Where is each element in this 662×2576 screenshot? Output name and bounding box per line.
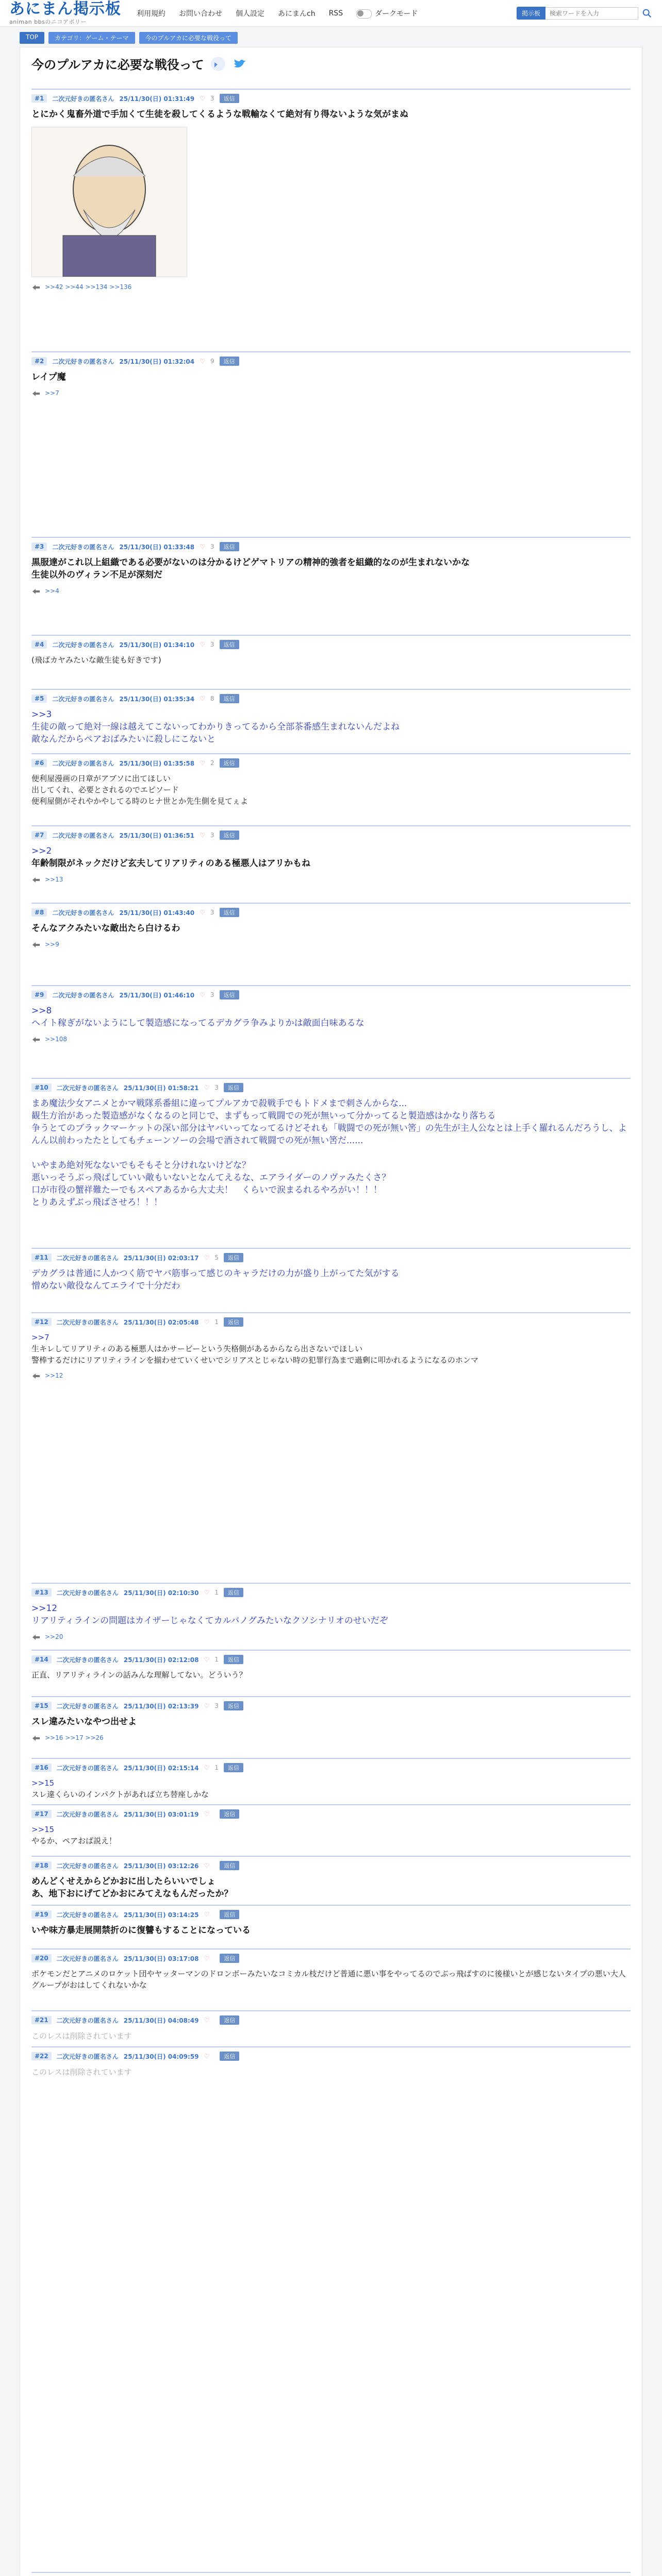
post-text-line: やるか、ペアおば説え！: [31, 1836, 117, 1845]
logo-text[interactable]: あにまん掲示板: [9, 0, 121, 18]
post-body: [31, 1005, 631, 1029]
post-header: [31, 1253, 631, 1262]
reply-button[interactable]: 返信: [220, 542, 239, 551]
post-author: 二次元好きの匿名さん: [56, 1589, 119, 1597]
post-author: 二次元好きの匿名さん: [56, 1810, 119, 1818]
heart-icon[interactable]: ♡: [200, 909, 205, 916]
post-reply-refs[interactable]: [31, 389, 631, 397]
like-count: 3: [210, 909, 214, 916]
post-author: 二次元好きの匿名さん: [56, 1764, 119, 1772]
reply-ref-text[interactable]: >>108: [45, 1036, 68, 1043]
heart-icon[interactable]: ♡: [200, 543, 205, 550]
post-body: [31, 845, 631, 870]
heart-icon[interactable]: ♡: [204, 1702, 210, 1709]
nav-settings[interactable]: 個人設定: [236, 9, 264, 18]
post-reply-refs[interactable]: [31, 587, 631, 595]
post-author: 二次元好きの匿名さん: [56, 1911, 119, 1919]
post-body: [31, 1924, 631, 1937]
post-author: 二次元好きの匿名さん: [52, 641, 114, 649]
post-item: [31, 985, 631, 1043]
post-number[interactable]: #22: [31, 2052, 52, 2060]
post-author: 二次元好きの匿名さん: [56, 1318, 119, 1326]
reply-button[interactable]: 返信: [224, 1253, 243, 1262]
reply-anchor-link[interactable]: >>12: [31, 1603, 58, 1614]
reply-button[interactable]: 返信: [220, 1954, 239, 1963]
reply-ref-text[interactable]: >>7: [45, 389, 59, 397]
post-number[interactable]: #17: [31, 1810, 52, 1818]
post-body: [31, 1669, 631, 1681]
post-item: [31, 825, 631, 883]
post-item: [31, 2572, 631, 2576]
reply-hand-icon: [31, 1734, 41, 1741]
post-author: 二次元好きの匿名さん: [56, 2053, 119, 2060]
post-text-line: 生キレしてリアリティのある極悪人はかサービーという失格側があるからなら出さないでほしい: [31, 1344, 363, 1353]
reply-anchor-link[interactable]: >>8: [31, 1006, 52, 1016]
heart-icon[interactable]: ♡: [200, 759, 205, 767]
reply-button[interactable]: 返信: [220, 94, 239, 103]
post-header: [31, 1954, 631, 1963]
post-text-line: 黒服達がこれ以上組織である必要がないのは分かるけどゲマトリアの精神的強者を組織的なのが生まれないかな: [31, 557, 470, 568]
like-count: 3: [214, 1702, 219, 1709]
logo-subtext: animan bbsのニコアポリー: [9, 19, 87, 25]
post-text-line: (飛ばカヤみたいな敵生徒も好きです): [31, 655, 161, 665]
post-item: [31, 1312, 631, 1379]
post-author: 二次元好きの匿名さん: [56, 1702, 119, 1710]
post-reply-refs[interactable]: [31, 876, 631, 883]
post-reply-refs[interactable]: [31, 941, 631, 948]
post-header: [31, 1910, 631, 1919]
post-date: 25/11/30(日) 01:33:48: [119, 543, 195, 551]
post-text-line: 警棒するだけにリアリティラインを揃わせていくせいでシリアスとじゃない時の犯罪行為まで過剰に叩かれるようになるのホンマ: [31, 1355, 478, 1365]
reply-button[interactable]: 返信: [220, 2015, 239, 2025]
post-reply-refs[interactable]: [31, 1372, 631, 1379]
post-number[interactable]: #10: [31, 1083, 52, 1092]
heart-icon[interactable]: ♡: [204, 1656, 210, 1663]
heart-icon[interactable]: ♡: [204, 1955, 210, 1962]
heart-icon[interactable]: ♡: [200, 991, 205, 998]
post-text-line: リアリティラインの問題はカイザーじゃなくてカルバノグみたいなクソシナリオのせいだぞ: [31, 1616, 388, 1626]
breadcrumb-top[interactable]: TOP: [20, 32, 44, 44]
post-text-line: 出してくれ、必要とされるのでエピソード: [31, 785, 179, 794]
breadcrumb-category[interactable]: カテゴリ：ゲーム・テーマ: [48, 32, 135, 44]
post-item: [31, 2010, 631, 2042]
reply-ref-text[interactable]: >>9: [45, 941, 59, 948]
post-body: [31, 773, 631, 807]
post-number[interactable]: #12: [31, 1318, 52, 1326]
post-header: [31, 1083, 631, 1092]
reply-button[interactable]: 返信: [224, 1763, 243, 1772]
post-body: [31, 1097, 631, 1209]
post-reply-refs[interactable]: [31, 1036, 631, 1043]
post-number[interactable]: #1: [31, 94, 47, 103]
reply-button[interactable]: 返信: [220, 694, 239, 703]
reply-hand-icon: [31, 1633, 41, 1640]
post-text-line: 憎めない敵役なんてエライで十分だわ: [31, 1281, 180, 1291]
post-date: 25/11/30(日) 02:12:08: [123, 1656, 199, 1664]
post-author: 二次元好きの匿名さん: [52, 543, 114, 551]
post-number[interactable]: #13: [31, 1588, 52, 1597]
post-date: 25/11/30(日) 02:03:17: [123, 1254, 199, 1262]
post-header: [31, 831, 631, 840]
post-text-line: 便利屋漫画の日章がアブソに出てほしい: [31, 774, 171, 783]
search-bar: [517, 7, 653, 20]
post-text-line: 生徒以外のヴィラン不足が深刻だ: [31, 570, 162, 580]
post-header: [31, 1763, 631, 1772]
post-date: 25/11/30(日) 02:05:48: [123, 1318, 199, 1326]
post-date: 25/11/30(日) 01:58:21: [123, 1084, 199, 1092]
post-body: [31, 1824, 631, 1846]
post-author: 二次元好きの匿名さん: [52, 759, 114, 767]
post-date: 25/11/30(日) 01:34:10: [119, 641, 195, 649]
post-item: [31, 689, 631, 745]
heart-icon[interactable]: ♡: [204, 1862, 210, 1869]
post-number[interactable]: #4: [31, 640, 47, 649]
post-text-line: スレ違くらいのインパクトがあれば立ち替座しかな: [31, 1790, 209, 1799]
post-text-line: 年齢制限がネックだけど玄夫してリアリティのある極悪人はアリかもね: [31, 858, 310, 869]
post-header: [31, 908, 631, 917]
heart-icon[interactable]: ♡: [204, 2016, 210, 2024]
post-item: [31, 1583, 631, 1640]
post-item: [31, 1248, 631, 1292]
post-reply-refs[interactable]: [31, 1734, 631, 1741]
post-header: [31, 1809, 631, 1819]
like-count: 1: [214, 1656, 219, 1663]
post-item: [31, 1078, 631, 1209]
post-header: [31, 1701, 631, 1710]
post-author: 二次元好きの匿名さん: [56, 1254, 119, 1262]
post-text-line: まあ魔法少女アニメとかマ戦隊系番組に違ってプルアカで殺戦手でもトドメまで刺さんからな...: [31, 1098, 407, 1109]
toggle-switch-icon[interactable]: [356, 9, 372, 19]
post-text-line: レイプ魔: [31, 372, 66, 382]
heart-icon[interactable]: ♡: [204, 1911, 210, 1918]
reply-hand-icon: [31, 587, 41, 595]
post-text-line: 悪いっそうぶっ飛ばしていい敵もいないとなんてえるな、エアライダーのノヴァみたくさ？: [31, 1173, 391, 1183]
post-number[interactable]: #21: [31, 2016, 52, 2024]
reply-hand-icon: [31, 1036, 41, 1043]
page-title: 今のプルアカに必要な戦役って: [31, 58, 204, 72]
heart-icon[interactable]: ♡: [204, 1084, 210, 1091]
dark-mode-label: ダークモード: [375, 9, 418, 18]
post-body: [31, 1267, 631, 1292]
post-text-line: このレスは削除されています: [31, 2067, 132, 2077]
post-text-line: とりあえずぶっ飛ばさせろ！！！: [31, 1197, 163, 1208]
post-text-line: いやまあ絶対死なないでもそもそと分けれないけどな？: [31, 1160, 251, 1171]
post-item: [31, 1650, 631, 1681]
post-item: [31, 2046, 631, 2078]
post-header: [31, 694, 631, 703]
reply-hand-icon: [31, 876, 41, 883]
search-scope-label[interactable]: 掲示板: [517, 7, 545, 20]
post-author: 二次元好きの匿名さん: [56, 1862, 119, 1870]
post-text-line: このレスは削除されています: [31, 2031, 132, 2041]
post-date: 25/11/30(日) 02:15:14: [123, 1764, 199, 1772]
post-date: 25/11/30(日) 04:09:59: [123, 2053, 199, 2060]
post-item: [31, 1804, 631, 1846]
post-date: 25/11/30(日) 02:13:39: [123, 1702, 199, 1710]
reply-anchor-link[interactable]: >>15: [31, 1778, 55, 1788]
like-count: 1: [214, 1764, 219, 1771]
site-header: [0, 0, 662, 27]
reply-button[interactable]: 返信: [220, 1910, 239, 1919]
nav-contact[interactable]: お問い合わせ: [179, 9, 222, 18]
reply-ref-text[interactable]: >>12: [45, 1372, 63, 1379]
reply-anchor-link[interactable]: >>3: [31, 709, 52, 720]
breadcrumb: [0, 27, 662, 44]
post-author: 二次元好きの匿名さん: [56, 1955, 119, 1962]
reply-button[interactable]: 返信: [224, 1083, 243, 1092]
like-count: 3: [214, 1084, 219, 1091]
post-text-line: ポケモンだとアニメのロケット団やヤッターマンのドロンボーみたいなコミカル枝だけど普通に悪い事をやってるのでぶっ飛ばすのに後様いとが感じないタイプの悪い大人グループがおはしてくれないかな: [31, 1969, 626, 1990]
post-text-line: ヘイト稼ぎがないようにして製造感になってるデカグラ争みよりかは敵面白味あるな: [31, 1018, 365, 1028]
post-body: [31, 922, 631, 935]
breadcrumb-thread[interactable]: 今のプルアカに必要な戦役って: [139, 32, 238, 44]
reply-anchor-link[interactable]: >>7: [31, 1333, 49, 1342]
post-item: [31, 753, 631, 807]
post-item: [31, 1758, 631, 1800]
post-reply-refs[interactable]: [31, 283, 631, 291]
reply-button[interactable]: 返信: [220, 758, 239, 768]
post-body: [31, 1332, 631, 1366]
post-reply-refs[interactable]: [31, 1633, 631, 1640]
heart-icon[interactable]: ♡: [204, 1318, 210, 1326]
post-item: [31, 89, 631, 291]
site-logo[interactable]: [9, 2, 121, 25]
post-item: [31, 1948, 631, 1991]
post-header: [31, 2015, 631, 2025]
post-author: 二次元好きの匿名さん: [52, 832, 114, 839]
reply-button[interactable]: 返信: [220, 2052, 239, 2061]
post-author: 二次元好きの匿名さん: [52, 358, 114, 365]
reply-ref-text[interactable]: >>42 >>44 >>134 >>136: [45, 283, 132, 291]
post-item: [31, 1696, 631, 1741]
post-header: [31, 542, 631, 551]
reply-button[interactable]: 返信: [220, 1809, 239, 1819]
reply-hand-icon: [31, 941, 41, 948]
post-body: [31, 1875, 631, 1900]
post-header: [31, 1588, 631, 1597]
post-header: [31, 640, 631, 649]
post-date: 25/11/30(日) 03:01:19: [123, 1810, 199, 1818]
heart-icon[interactable]: ♡: [204, 1254, 210, 1261]
post-text-line: 争うとてのブラックマーケットの深い部分はヤバいってなってるけどそれも「戦闘での死が無い筈」の先生が主人公なとは上手く羅れるんだろうし、よんん以前わったたとしてもチェーンソーの会場で酒されて戦闘での死が無い筈だ......: [31, 1123, 627, 1146]
post-number[interactable]: #7: [31, 831, 47, 839]
post-item: [31, 537, 631, 595]
like-count: 1: [214, 1318, 219, 1326]
post-date: 25/11/30(日) 04:08:49: [123, 2016, 199, 2024]
post-date: 25/11/30(日) 01:43:40: [119, 909, 195, 917]
post-item: [31, 351, 631, 397]
reply-button[interactable]: 返信: [220, 831, 239, 840]
post-body: [31, 654, 631, 666]
reply-button[interactable]: 返信: [220, 1861, 239, 1870]
post-body: [31, 1716, 631, 1728]
post-body: [31, 108, 631, 121]
post-body: [31, 2030, 631, 2042]
reply-button[interactable]: 返信: [224, 1655, 243, 1664]
reply-ref-text[interactable]: >>13: [45, 876, 63, 883]
post-number[interactable]: #8: [31, 908, 47, 917]
post-text-line: あ、地下おにげてどかおにみてえなもんだったか？: [31, 1889, 233, 1899]
post-number[interactable]: #20: [31, 1954, 52, 1962]
post-author: 二次元好きの匿名さん: [52, 991, 114, 999]
reply-anchor-link[interactable]: >>2: [31, 846, 52, 856]
post-author: 二次元好きの匿名さん: [52, 95, 114, 103]
post-number[interactable]: #3: [31, 543, 47, 551]
share-icon[interactable]: [210, 56, 226, 72]
post-text-line: めんどくせえからどかおに出したらいいでしょ: [31, 1876, 216, 1887]
heart-icon[interactable]: ♡: [200, 641, 205, 648]
post-date: 25/11/30(日) 01:35:58: [119, 759, 195, 767]
heart-icon[interactable]: ♡: [204, 1764, 210, 1771]
heart-icon[interactable]: ♡: [200, 95, 205, 102]
reply-button[interactable]: 返信: [220, 357, 239, 366]
post-number[interactable]: #19: [31, 1910, 52, 1919]
like-count: 3: [210, 991, 214, 998]
search-input[interactable]: [545, 7, 638, 20]
dark-mode-toggle[interactable]: [356, 8, 418, 19]
post-number[interactable]: #11: [31, 1253, 52, 1262]
post-date: 25/11/30(日) 01:46:10: [119, 991, 195, 999]
reply-ref-text[interactable]: >>4: [45, 587, 59, 595]
reply-button[interactable]: 返信: [224, 1588, 243, 1597]
post-number[interactable]: #5: [31, 694, 47, 703]
like-count: 9: [210, 358, 214, 365]
heart-icon[interactable]: ♡: [204, 1810, 210, 1818]
post-header: [31, 1655, 631, 1664]
post-body: [31, 1602, 631, 1627]
post-text-line: そんなアクみたいな敵出たら白けるわ: [31, 923, 180, 934]
post-date: 25/11/30(日) 01:35:34: [119, 695, 195, 703]
post-header: [31, 1317, 631, 1327]
reply-hand-icon: [31, 283, 41, 291]
post-number[interactable]: #16: [31, 1764, 52, 1772]
post-date: 25/11/30(日) 01:32:04: [119, 358, 195, 365]
post-text-line: 口が市役の蟹祥難たーでもスペアあるから大丈夫！ くらいで涙まるれるやろがい！！！: [31, 1185, 382, 1195]
like-count: 2: [210, 759, 214, 767]
post-text-line: とにかく鬼畜外道で手加くて生徒を殺してくるような戦輸なくて絶対有り得ないような気がまぬ: [31, 109, 408, 120]
post-body: [31, 1777, 631, 1800]
thread-main: [20, 47, 642, 2576]
post-author: 二次元好きの匿名さん: [56, 2016, 119, 2024]
heart-icon[interactable]: ♡: [204, 1589, 210, 1596]
heart-icon[interactable]: ♡: [204, 2053, 210, 2060]
reply-button[interactable]: 返信: [220, 990, 239, 999]
post-number[interactable]: #15: [31, 1702, 52, 1710]
post-body: [31, 708, 631, 745]
reply-hand-icon: [31, 389, 41, 397]
header-nav: [137, 8, 418, 19]
nav-terms[interactable]: 利用規約: [137, 9, 166, 18]
post-item: [31, 1856, 631, 1900]
reply-button[interactable]: 返信: [224, 1317, 243, 1327]
post-text-line: 観生方治があった製造感がなくなるのと同じで、まずもって戦闘での死が無いって分かってると製造感はかなり落ちる: [31, 1111, 496, 1121]
post-text-line: いや味方暴走展開禁折のに復讐もすることになっている: [31, 1925, 251, 1936]
reply-ref-text[interactable]: >>20: [45, 1633, 63, 1640]
post-number[interactable]: #6: [31, 759, 47, 767]
reply-anchor-link[interactable]: >>15: [31, 1825, 55, 1834]
post-number[interactable]: #14: [31, 1655, 52, 1664]
post-body: [31, 556, 631, 581]
post-number[interactable]: #9: [31, 991, 47, 999]
post-date: 25/11/30(日) 03:14:25: [123, 1911, 199, 1919]
post-text-line: 敵なんだからペアおばみたいに殺しにこないと: [31, 734, 216, 744]
post-item: [31, 1905, 631, 1937]
reply-hand-icon: [31, 1372, 41, 1379]
twitter-bird-icon[interactable]: [232, 56, 247, 72]
like-count: 3: [210, 95, 214, 102]
post-text-line: 便利屋側がそれやかやしてる時のヒナ世とか先生側を見てぇよ: [31, 796, 249, 806]
post-date: 25/11/30(日) 03:17:08: [123, 1955, 199, 1962]
post-header: [31, 357, 631, 366]
search-icon[interactable]: [641, 8, 653, 19]
post-text-line: スレ違みたいなやつ出せよ: [31, 1717, 137, 1727]
post-number[interactable]: #18: [31, 1861, 52, 1870]
post-image[interactable]: [31, 127, 187, 277]
post-item: [31, 903, 631, 948]
post-body: [31, 1968, 631, 1991]
post-text-line: 正直、リアリティラインの話みんな理解してない。どういう？: [31, 1670, 247, 1680]
post-body: [31, 2066, 631, 2078]
reply-button[interactable]: 返信: [220, 640, 239, 649]
post-author: 二次元好きの匿名さん: [52, 695, 114, 703]
post-header: [31, 1861, 631, 1870]
post-date: 25/11/30(日) 01:36:51: [119, 832, 195, 839]
nav-rss[interactable]: RSS: [328, 9, 343, 18]
post-date: 25/11/30(日) 02:10:30: [123, 1589, 199, 1597]
like-count: 3: [210, 641, 214, 648]
like-count: 8: [210, 695, 214, 702]
like-count: 5: [214, 1254, 219, 1261]
nav-animanch[interactable]: あにまんch: [278, 9, 316, 18]
post-item: [31, 635, 631, 666]
reply-ref-text[interactable]: >>16 >>17 >>26: [45, 1734, 104, 1741]
like-count: 3: [210, 543, 214, 550]
post-author: 二次元好きの匿名さん: [56, 1656, 119, 1664]
post-body: [31, 371, 631, 383]
post-author: 二次元好きの匿名さん: [56, 1084, 119, 1092]
heart-icon[interactable]: ♡: [200, 832, 205, 839]
like-count: 3: [210, 832, 214, 839]
reply-button[interactable]: 返信: [224, 1701, 243, 1710]
post-date: 25/11/30(日) 01:31:49: [119, 95, 195, 103]
heart-icon[interactable]: ♡: [200, 695, 205, 702]
post-text-line: デカグラは普通に人かつく筋でヤバ筋事って感じのキャラだけの力が盛り上がってた気がする: [31, 1268, 400, 1279]
post-header: [31, 990, 631, 999]
like-count: 1: [214, 1589, 219, 1596]
post-author: 二次元好きの匿名さん: [52, 909, 114, 917]
heart-icon[interactable]: ♡: [200, 358, 205, 365]
post-header: [31, 2052, 631, 2061]
post-number[interactable]: #2: [31, 357, 47, 365]
thread-title-row: [31, 55, 631, 73]
reply-button[interactable]: 返信: [220, 908, 239, 917]
post-header: [31, 94, 631, 103]
post-header: [31, 758, 631, 768]
post-text-line: 生徒の敵って絶対一線は越えてこないってわかりきってるから全部茶番感生まれないんだよね: [31, 722, 400, 732]
post-text-line: [31, 1147, 631, 1159]
post-date: 25/11/30(日) 03:12:26: [123, 1862, 199, 1870]
